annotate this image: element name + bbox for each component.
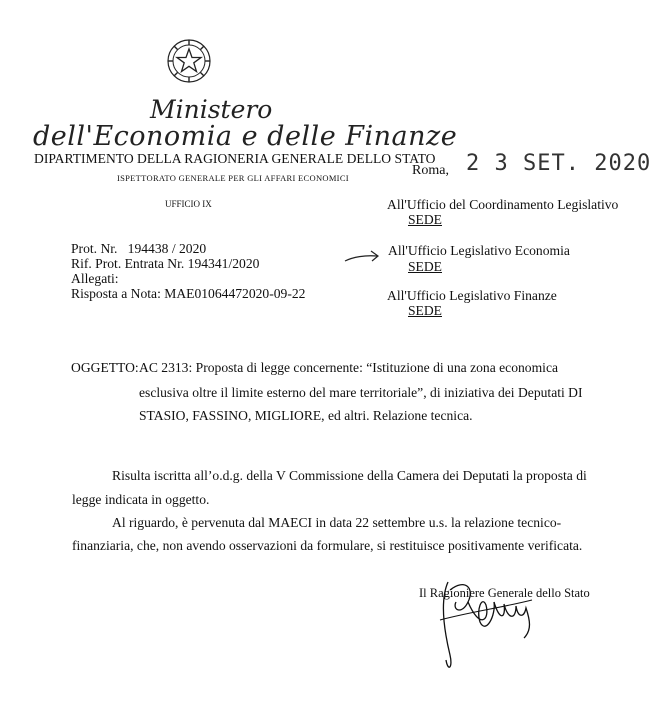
body-paragraph-2-line-2: finanziaria, che, non avendo osservazioni da formulare, si restituisce positivamente verificata. xyxy=(72,538,583,553)
subject-line-1: AC 2313: Proposta di legge concernente: “Istituzione di una zona economica xyxy=(139,360,559,375)
italian-republic-emblem xyxy=(166,38,212,84)
recipient-2-location: SEDE xyxy=(408,259,442,274)
handwritten-signature xyxy=(420,560,540,680)
subject-line-2: esclusiva oltre il limite esterno del mare territoriale”, di iniziativa dei Deputati DI xyxy=(139,385,583,400)
recipient-2-name: All'Ufficio Legislativo Economia xyxy=(388,243,570,258)
subject-label: OGGETTO: xyxy=(71,360,139,375)
recipient-1-name: All'Ufficio del Coordinamento Legislativo xyxy=(387,197,619,212)
handwritten-arrow-mark xyxy=(343,247,383,265)
body-paragraph-1-line-1: Risulta iscritta all’o.d.g. della V Commissione della Camera dei Deputati la proposta di xyxy=(112,468,587,483)
ministry-name-line1: Ministero xyxy=(150,95,273,124)
recipient-1-location: SEDE xyxy=(408,212,442,227)
date-stamp: 2 3 SET. 2020 xyxy=(466,151,651,176)
attachments-label: Allegati: xyxy=(71,271,119,286)
recipient-3-name: All'Ufficio Legislativo Finanze xyxy=(387,288,557,303)
reply-to-note: Risposta a Nota: MAE01064472020-09-22 xyxy=(71,286,306,301)
inspectorate-name: ISPETTORATO GENERALE PER GLI AFFARI ECONOMICI xyxy=(117,173,349,183)
recipient-3-location: SEDE xyxy=(408,303,442,318)
protocol-number: Prot. Nr. 194438 / 2020 xyxy=(71,241,207,256)
body-paragraph-2-line-1: Al riguardo, è pervenuta dal MAECI in data 22 settembre u.s. la relazione tecnico- xyxy=(112,515,562,530)
place-label: Roma, xyxy=(412,163,449,178)
ministry-name-line2: dell'Economia e delle Finanze xyxy=(33,121,458,152)
subject-line-3: STASIO, FASSINO, MIGLIORE, ed altri. Relazione tecnica. xyxy=(139,408,473,423)
reference-protocol: Rif. Prot. Entrata Nr. 194341/2020 xyxy=(71,256,260,271)
body-paragraph-1-line-2: legge indicata in oggetto. xyxy=(72,492,210,507)
signatory-title: Il Ragioniere Generale dello Stato xyxy=(419,586,590,600)
department-name: DIPARTIMENTO DELLA RAGIONERIA GENERALE DELLO STATO xyxy=(34,151,436,166)
office-name: UFFICIO IX xyxy=(165,199,212,209)
